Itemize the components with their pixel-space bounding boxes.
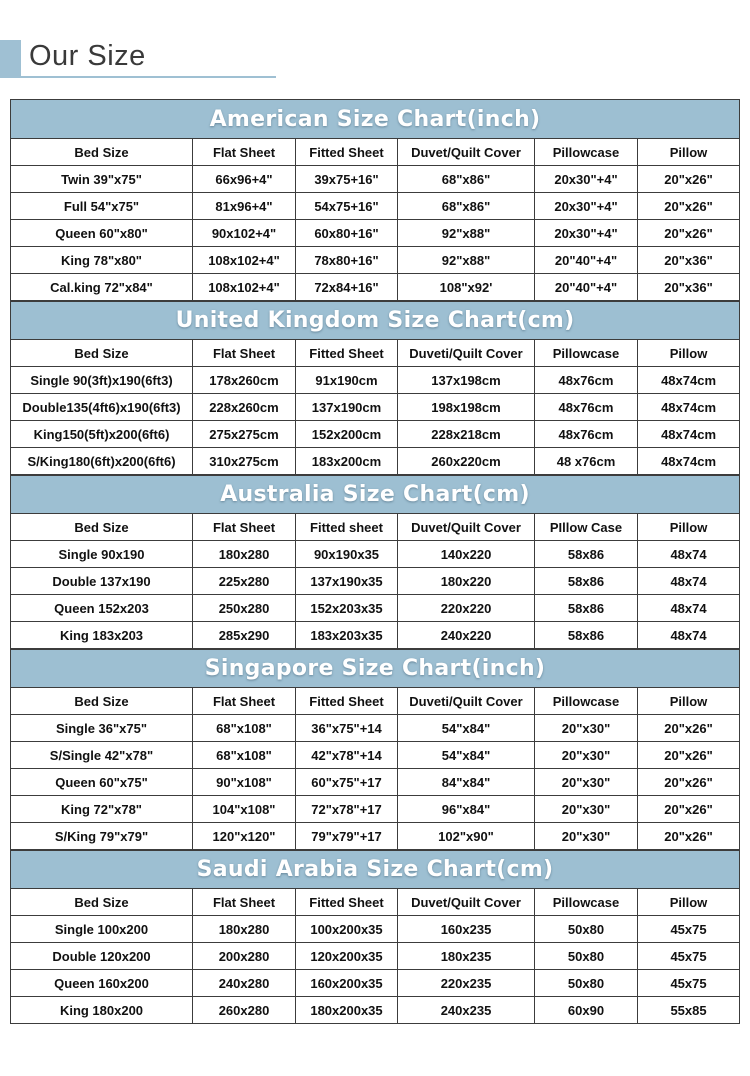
table-cell: 220x220	[398, 595, 535, 622]
bed-size-cell: S/King 79"x79"	[11, 823, 193, 850]
column-header: Flat Sheet	[193, 889, 296, 916]
table-cell: 200x280	[193, 943, 296, 970]
header-row	[11, 340, 740, 367]
table-cell: 42"x78"+14	[296, 742, 398, 769]
table-cell: 48x76cm	[535, 421, 638, 448]
table-cell: 260x280	[193, 997, 296, 1024]
table-cell: 79"x79"+17	[296, 823, 398, 850]
table-cell: 90x102+4"	[193, 220, 296, 247]
table-cell: 20"x30"	[535, 769, 638, 796]
column-header: Flat Sheet	[193, 139, 296, 166]
table-cell: 48x76cm	[535, 367, 638, 394]
table-cell: 48 x76cm	[535, 448, 638, 475]
table-cell: 55x85	[638, 997, 740, 1024]
table-cell: 72"x78"+17	[296, 796, 398, 823]
table-cell: 137x190cm	[296, 394, 398, 421]
bed-size-cell: S/King180(6ft)x200(6ft6)	[11, 448, 193, 475]
table-cell: 45x75	[638, 943, 740, 970]
column-header: PIllow Case	[535, 514, 638, 541]
table-cell: 180x235	[398, 943, 535, 970]
bed-size-cell: Single 90x190	[11, 541, 193, 568]
column-header: Bed Size	[11, 139, 193, 166]
column-header: Fitted Sheet	[296, 340, 398, 367]
column-header: Pillowcase	[535, 688, 638, 715]
bed-size-cell: Double 137x190	[11, 568, 193, 595]
table-cell: 48x74cm	[638, 394, 740, 421]
bed-size-cell: Queen 60"x80"	[11, 220, 193, 247]
chart-title: Singapore Size Chart(inch)	[11, 650, 740, 688]
table-cell: 90x190x35	[296, 541, 398, 568]
column-header: Bed Size	[11, 514, 193, 541]
table-cell: 58x86	[535, 622, 638, 649]
table-cell: 48x74cm	[638, 367, 740, 394]
column-header: Flat Sheet	[193, 340, 296, 367]
column-header: Pillow	[638, 139, 740, 166]
table-cell: 68"x108"	[193, 742, 296, 769]
bed-size-cell: Single 36"x75"	[11, 715, 193, 742]
size-chart-singapore	[10, 649, 740, 850]
table-cell: 20x30"+4"	[535, 193, 638, 220]
bed-size-cell: S/Single 42"x78"	[11, 742, 193, 769]
bed-size-cell: Queen 160x200	[11, 970, 193, 997]
table-cell: 225x280	[193, 568, 296, 595]
table-cell: 48x74	[638, 622, 740, 649]
table-cell: 84"x84"	[398, 769, 535, 796]
table-cell: 183x203x35	[296, 622, 398, 649]
page-title: Our Size	[29, 40, 146, 72]
table-cell: 20"x36"	[638, 247, 740, 274]
table-cell: 120"x120"	[193, 823, 296, 850]
bed-size-cell: Queen 152x203	[11, 595, 193, 622]
table-row	[11, 166, 740, 193]
table-cell: 20"x26"	[638, 166, 740, 193]
table-cell: 180x280	[193, 541, 296, 568]
table-cell: 160x200x35	[296, 970, 398, 997]
table-cell: 260x220cm	[398, 448, 535, 475]
table-row	[11, 916, 740, 943]
table-cell: 45x75	[638, 916, 740, 943]
bed-size-cell: Double135(4ft6)x190(6ft3)	[11, 394, 193, 421]
table-cell: 20"x30"	[535, 715, 638, 742]
table-cell: 104"x108"	[193, 796, 296, 823]
table-cell: 250x280	[193, 595, 296, 622]
table-cell: 20"x26"	[638, 715, 740, 742]
table-cell: 178x260cm	[193, 367, 296, 394]
column-header: Pillow	[638, 889, 740, 916]
table-cell: 54"x84"	[398, 742, 535, 769]
table-cell: 92"x88"	[398, 220, 535, 247]
column-header: Pillow	[638, 688, 740, 715]
column-header: Flat Sheet	[193, 688, 296, 715]
table-cell: 60"x75"+17	[296, 769, 398, 796]
table-cell: 240x280	[193, 970, 296, 997]
table-cell: 48x76cm	[535, 394, 638, 421]
table-cell: 20"x26"	[638, 742, 740, 769]
table-cell: 108"x92'	[398, 274, 535, 301]
table-cell: 20"x26"	[638, 823, 740, 850]
bed-size-cell: King 180x200	[11, 997, 193, 1024]
column-header: Pillowcase	[535, 340, 638, 367]
table-row	[11, 943, 740, 970]
table-cell: 20"x36"	[638, 274, 740, 301]
table-cell: 20"40"+4"	[535, 274, 638, 301]
table-cell: 240x220	[398, 622, 535, 649]
table-cell: 54x75+16"	[296, 193, 398, 220]
accent-bar	[0, 40, 21, 78]
table-row	[11, 622, 740, 649]
table-cell: 20"40"+4"	[535, 247, 638, 274]
header-row	[11, 514, 740, 541]
table-cell: 220x235	[398, 970, 535, 997]
column-header: Fitted Sheet	[296, 889, 398, 916]
column-header: Bed Size	[11, 889, 193, 916]
table-cell: 68"x86"	[398, 166, 535, 193]
table-cell: 137x198cm	[398, 367, 535, 394]
chart-title: Saudi Arabia Size Chart(cm)	[11, 851, 740, 889]
table-cell: 152x200cm	[296, 421, 398, 448]
column-header: Pillow	[638, 514, 740, 541]
column-header: Flat Sheet	[193, 514, 296, 541]
table-cell: 78x80+16"	[296, 247, 398, 274]
table-cell: 81x96+4"	[193, 193, 296, 220]
table-cell: 58x86	[535, 541, 638, 568]
title-underline	[0, 76, 276, 78]
column-header: Duvet/Quilt Cover	[398, 139, 535, 166]
table-cell: 58x86	[535, 568, 638, 595]
table-row	[11, 247, 740, 274]
table-cell: 45x75	[638, 970, 740, 997]
table-row	[11, 448, 740, 475]
header-row	[11, 889, 740, 916]
table-row	[11, 193, 740, 220]
table-cell: 91x190cm	[296, 367, 398, 394]
table-cell: 100x200x35	[296, 916, 398, 943]
table-cell: 20"x26"	[638, 220, 740, 247]
table-cell: 140x220	[398, 541, 535, 568]
table-row	[11, 394, 740, 421]
table-row	[11, 796, 740, 823]
bed-size-cell: King 183x203	[11, 622, 193, 649]
table-cell: 310x275cm	[193, 448, 296, 475]
table-cell: 198x198cm	[398, 394, 535, 421]
table-cell: 120x200x35	[296, 943, 398, 970]
table-cell: 96"x84"	[398, 796, 535, 823]
bed-size-cell: Single 100x200	[11, 916, 193, 943]
table-row	[11, 769, 740, 796]
table-cell: 48x74	[638, 568, 740, 595]
table-cell: 20"x30"	[535, 823, 638, 850]
column-header: Duvet/Quilt Cover	[398, 889, 535, 916]
table-cell: 180x200x35	[296, 997, 398, 1024]
table-row	[11, 220, 740, 247]
table-cell: 60x80+16"	[296, 220, 398, 247]
table-row	[11, 568, 740, 595]
bed-size-cell: Twin 39"x75"	[11, 166, 193, 193]
column-header: Fitted Sheet	[296, 139, 398, 166]
column-header: Bed Size	[11, 340, 193, 367]
table-cell: 20"x26"	[638, 769, 740, 796]
bed-size-cell: Double 120x200	[11, 943, 193, 970]
bed-size-cell: Full 54"x75"	[11, 193, 193, 220]
table-cell: 275x275cm	[193, 421, 296, 448]
chart-title: American Size Chart(inch)	[11, 100, 740, 139]
table-cell: 50x80	[535, 970, 638, 997]
section-header	[0, 38, 280, 78]
table-cell: 20x30"+4"	[535, 166, 638, 193]
table-row	[11, 541, 740, 568]
table-cell: 68"x108"	[193, 715, 296, 742]
table-cell: 137x190x35	[296, 568, 398, 595]
bed-size-cell: King150(5ft)x200(6ft6)	[11, 421, 193, 448]
column-header: Pillow	[638, 340, 740, 367]
table-cell: 68"x86"	[398, 193, 535, 220]
table-cell: 160x235	[398, 916, 535, 943]
table-cell: 50x80	[535, 916, 638, 943]
table-cell: 60x90	[535, 997, 638, 1024]
bed-size-cell: Queen 60"x75"	[11, 769, 193, 796]
column-header: Duveti/Quilt Cover	[398, 340, 535, 367]
table-cell: 48x74	[638, 541, 740, 568]
table-cell: 50x80	[535, 943, 638, 970]
table-cell: 20x30"+4"	[535, 220, 638, 247]
table-cell: 72x84+16"	[296, 274, 398, 301]
column-header: Bed Size	[11, 688, 193, 715]
table-cell: 48x74	[638, 595, 740, 622]
table-row	[11, 823, 740, 850]
table-cell: 20"x26"	[638, 193, 740, 220]
table-row	[11, 715, 740, 742]
chart-title: Australia Size Chart(cm)	[11, 476, 740, 514]
bed-size-cell: King 72"x78"	[11, 796, 193, 823]
table-row	[11, 997, 740, 1024]
table-cell: 108x102+4"	[193, 247, 296, 274]
table-cell: 20"x30"	[535, 742, 638, 769]
table-cell: 20"x30"	[535, 796, 638, 823]
header-row	[11, 139, 740, 166]
header-row	[11, 688, 740, 715]
table-cell: 108x102+4"	[193, 274, 296, 301]
table-cell: 20"x26"	[638, 796, 740, 823]
table-row	[11, 421, 740, 448]
table-row	[11, 595, 740, 622]
table-cell: 180x220	[398, 568, 535, 595]
size-charts	[10, 99, 739, 1024]
bed-size-cell: Cal.king 72"x84"	[11, 274, 193, 301]
table-row	[11, 742, 740, 769]
table-cell: 228x260cm	[193, 394, 296, 421]
table-cell: 183x200cm	[296, 448, 398, 475]
table-cell: 240x235	[398, 997, 535, 1024]
table-row	[11, 970, 740, 997]
table-cell: 39x75+16"	[296, 166, 398, 193]
table-cell: 180x280	[193, 916, 296, 943]
table-cell: 285x290	[193, 622, 296, 649]
size-chart-australia	[10, 475, 740, 649]
column-header: Pillowcase	[535, 139, 638, 166]
table-cell: 102"x90"	[398, 823, 535, 850]
bed-size-cell: Single 90(3ft)x190(6ft3)	[11, 367, 193, 394]
table-cell: 48x74cm	[638, 448, 740, 475]
table-cell: 152x203x35	[296, 595, 398, 622]
table-cell: 228x218cm	[398, 421, 535, 448]
table-cell: 92"x88"	[398, 247, 535, 274]
table-row	[11, 367, 740, 394]
column-header: Duvet/Quilt Cover	[398, 514, 535, 541]
column-header: Pillowcase	[535, 889, 638, 916]
table-row	[11, 274, 740, 301]
size-chart-united-kingdom	[10, 301, 740, 475]
column-header: Fitted sheet	[296, 514, 398, 541]
table-cell: 66x96+4"	[193, 166, 296, 193]
size-chart-american	[10, 99, 740, 301]
table-cell: 54"x84"	[398, 715, 535, 742]
chart-title: United Kingdom Size Chart(cm)	[11, 302, 740, 340]
table-cell: 58x86	[535, 595, 638, 622]
bed-size-cell: King 78"x80"	[11, 247, 193, 274]
table-cell: 36"x75"+14	[296, 715, 398, 742]
table-cell: 48x74cm	[638, 421, 740, 448]
size-chart-saudi-arabia	[10, 850, 740, 1024]
column-header: Duveti/Quilt Cover	[398, 688, 535, 715]
table-cell: 90"x108"	[193, 769, 296, 796]
column-header: Fitted Sheet	[296, 688, 398, 715]
